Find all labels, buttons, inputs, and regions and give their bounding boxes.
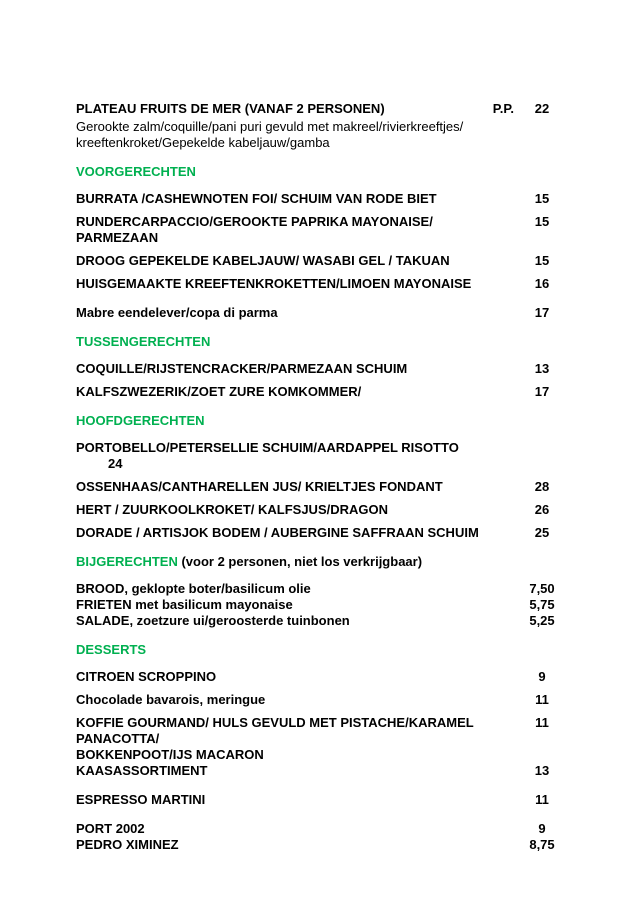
dish-row xyxy=(76,361,564,377)
dish-row xyxy=(76,692,564,708)
dish-name: ESPRESSO MARTINI xyxy=(76,792,206,807)
dish-name: RUNDERCARPACCIO/GEROOKTE PAPRIKA MAYONAISE/ PARMEZAAN xyxy=(76,214,433,245)
dish-row xyxy=(76,597,564,613)
dish-row xyxy=(76,525,564,541)
dish-row xyxy=(76,581,564,597)
dish-name: Mabre eendelever/copa di parma xyxy=(76,305,278,320)
dish-row xyxy=(76,792,564,808)
section-items xyxy=(76,581,564,629)
section-title-text: VOORGERECHTEN xyxy=(76,164,196,179)
dish-description-line: Gerookte zalm/coquille/pani puri gevuld met makreel/rivierkreeftjes/ xyxy=(76,119,464,134)
section-items xyxy=(76,191,564,321)
dish-row xyxy=(76,214,564,246)
dish-price: 17 xyxy=(534,384,550,399)
dish-price: 15 xyxy=(534,214,550,229)
dish-price: 26 xyxy=(534,502,550,517)
dish-name: PORTOBELLO/PETERSELLIE SCHUIM/AARDAPPEL RISOTTO xyxy=(76,440,459,455)
dish-name: COQUILLE/RIJSTENCRACKER/PARMEZAAN SCHUIM xyxy=(76,361,408,376)
dish-row xyxy=(76,191,564,207)
menu-section-tussengerechten xyxy=(76,334,564,400)
dish-name: DROOG GEPEKELDE KABELJAUW/ WASABI GEL / TAKUAN xyxy=(76,253,450,268)
dish-price: 11 xyxy=(535,792,549,807)
dish-price: 11 xyxy=(535,692,549,707)
dish-row xyxy=(76,440,564,472)
dish-price: 5,25 xyxy=(529,613,555,628)
special-item xyxy=(76,101,564,151)
dish-name: KALFSZWEZERIK/ZOET ZURE KOMKOMMER/ xyxy=(76,384,362,399)
dish-name: FRIETEN met basilicum mayonaise xyxy=(76,597,293,612)
per-person-label: P.P. xyxy=(492,101,514,116)
dish-price: 28 xyxy=(534,479,550,494)
dish-price: 5,75 xyxy=(529,597,555,612)
dish-row xyxy=(76,101,564,117)
section-title-text: HOOFDGERECHTEN xyxy=(76,413,205,428)
menu-section-voorgerechten xyxy=(76,164,564,321)
dish-price: 22 xyxy=(534,101,550,116)
dish-price: 13 xyxy=(534,361,550,376)
dish-price: 17 xyxy=(534,305,550,320)
dish-price: 16 xyxy=(534,276,550,291)
dish-name: DORADE / ARTISJOK BODEM / AUBERGINE SAFFRAAN SCHUIM xyxy=(76,525,479,540)
dish-price: 8,75 xyxy=(529,837,555,852)
dish-row xyxy=(76,669,564,685)
dish-row xyxy=(76,613,564,629)
section-title-suffix: (voor 2 personen, niet los verkrijgbaar) xyxy=(177,554,423,569)
dish-name: HERT / ZUURKOOLKROKET/ KALFSJUS/DRAGON xyxy=(76,502,388,517)
dish-name: PEDRO XIMINEZ xyxy=(76,837,179,852)
dish-price: 15 xyxy=(534,253,550,268)
dish-row xyxy=(76,384,564,400)
dish-price: 7,50 xyxy=(529,581,555,596)
dish-row xyxy=(76,763,564,779)
dish-name: OSSENHAAS/CANTHARELLEN JUS/ KRIELTJES FONDANT xyxy=(76,479,443,494)
dish-row xyxy=(76,715,564,763)
section-title xyxy=(76,334,564,350)
dish-price: 15 xyxy=(534,191,550,206)
dish-name: SALADE, zoetzure ui/geroosterde tuinbonen xyxy=(76,613,350,628)
dish-price: 9 xyxy=(538,669,546,684)
section-title-text: TUSSENGERECHTEN xyxy=(76,334,211,349)
dish-name: KAASASSORTIMENT xyxy=(76,763,208,778)
dish-price: 25 xyxy=(534,525,550,540)
dish-row xyxy=(76,253,564,269)
dish-row xyxy=(76,502,564,518)
dish-name: BURRATA /CASHEWNOTEN FOI/ SCHUIM VAN RODE BIET xyxy=(76,191,437,206)
section-title-text: DESSERTS xyxy=(76,642,147,657)
dish-row xyxy=(76,276,564,292)
menu-section-hoofdgerechten xyxy=(76,413,564,541)
dish-name: CITROEN SCROPPINO xyxy=(76,669,217,684)
menu-section-bijgerechten xyxy=(76,554,564,629)
section-title xyxy=(76,642,564,658)
dish-row xyxy=(76,837,564,853)
dish-name: PORT 2002 xyxy=(76,821,145,836)
dish-name: HUISGEMAAKTE KREEFTENKROKETTEN/LIMOEN MAYONAISE xyxy=(76,276,472,291)
section-items xyxy=(76,361,564,400)
dish-price: 24 xyxy=(108,456,123,471)
section-items xyxy=(76,669,564,853)
dish-description-line: kreeftenkroket/Gepekelde kabeljauw/gamba xyxy=(76,135,330,150)
section-title-text: BIJGERECHTEN xyxy=(76,554,178,569)
dish-name: BROOD, geklopte boter/basilicum olie xyxy=(76,581,311,596)
menu-section-desserts xyxy=(76,642,564,853)
dish-price: 9 xyxy=(538,821,546,836)
dish-name: Chocolade bavarois, meringue xyxy=(76,692,266,707)
section-title xyxy=(76,164,564,180)
dish-row xyxy=(76,479,564,495)
dish-name: PLATEAU FRUITS DE MER (VANAF 2 PERSONEN) xyxy=(76,101,385,116)
section-title xyxy=(76,413,564,429)
dish-row xyxy=(76,305,564,321)
section-title xyxy=(76,554,564,570)
dish-name-line2: BOKKENPOOT/IJS MACARON xyxy=(76,747,264,762)
dish-row xyxy=(76,821,564,837)
dish-price: 11 xyxy=(535,715,549,730)
dish-price: 13 xyxy=(534,763,550,778)
section-items xyxy=(76,440,564,541)
dish-name: KOFFIE GOURMAND/ HULS GEVULD MET PISTACHE/KARAMEL PANACOTTA/ xyxy=(76,715,474,746)
